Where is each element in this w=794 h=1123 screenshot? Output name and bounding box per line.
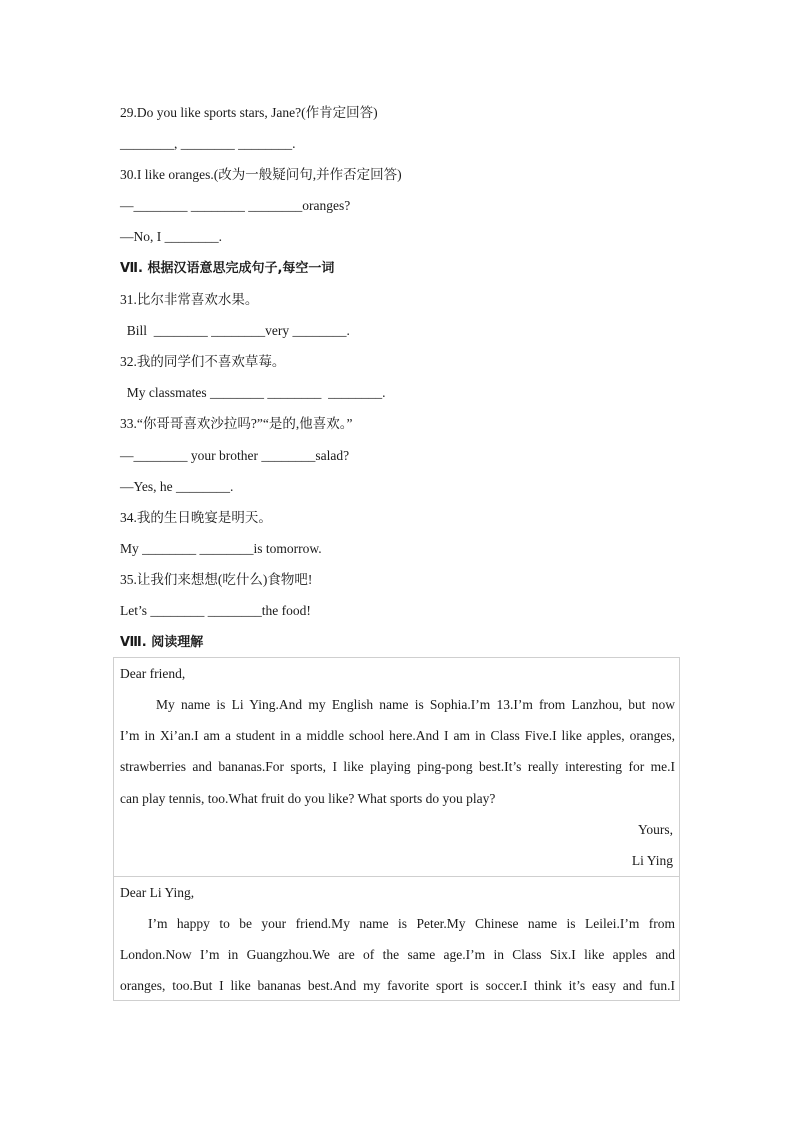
letter-1-line: can play tennis, too.What fruit do you like? What sports do you play? — [120, 791, 496, 806]
q32-answer-blanks: My classmates ________ ________ ________. — [120, 385, 386, 400]
q33-answer-question: —________ your brother ________salad? — [120, 448, 350, 463]
section-7-heading: Ⅶ. 根据汉语意思完成句子,每空一词 — [120, 261, 335, 276]
letter-1-closing: Yours, — [637, 822, 673, 837]
letter-1-line: I’m in Xi’an.I am a student in a middle school here.And I am in Class Five.I like apples, oranges, — [120, 728, 675, 743]
q33-text: 33.“你哥哥喜欢沙拉吗?”“是的,他喜欢。” — [120, 416, 353, 431]
letter-1-box — [113, 657, 680, 877]
letter-2-line: I’m happy to be your friend.My name is Peter.My Chinese name is Leilei.I’m from — [148, 916, 675, 931]
letter-2-box — [113, 876, 680, 1001]
letter-2-greeting: Dear Li Ying, — [120, 885, 195, 900]
q31-answer-blanks: Bill ________ ________very ________. — [120, 323, 350, 338]
q30-answer-question: —________ ________ ________oranges? — [120, 198, 351, 213]
letter-1-greeting: Dear friend, — [120, 666, 186, 681]
q33-answer-reply: —Yes, he ________. — [120, 479, 234, 494]
letter-2-line: London.Now I’m in Guangzhou.We are of the same age.I’m in Class Six.I like apples and — [120, 947, 675, 962]
q29-answer-blanks: ________, ________ ________. — [120, 136, 296, 151]
letter-1-line: My name is Li Ying.And my English name is Sophia.I’m 13.I’m from Lanzhou, but now — [156, 697, 675, 712]
q31-text: 31.比尔非常喜欢水果。 — [120, 292, 259, 307]
letter-2-line: oranges, too.But I like bananas best.And my favorite sport is soccer.I think it’s easy and fun.I — [120, 978, 675, 993]
q34-text: 34.我的生日晚宴是明天。 — [120, 510, 272, 525]
q34-answer-blanks: My ________ ________is tomorrow. — [120, 541, 322, 556]
section-8-heading: Ⅷ. 阅读理解 — [120, 635, 204, 650]
q30-text: 30.I like oranges.(改为一般疑问句,并作否定回答) — [120, 167, 402, 182]
q32-text: 32.我的同学们不喜欢草莓。 — [120, 354, 286, 369]
q30-answer-reply: —No, I ________. — [120, 229, 222, 244]
q29-text: 29.Do you like sports stars, Jane?(作肯定回答) — [120, 105, 378, 120]
letter-1-line: strawberries and bananas.For sports, I like playing ping-pong best.It’s really interesting for me.I — [120, 759, 675, 774]
q35-answer-blanks: Let’s ________ ________the food! — [120, 603, 311, 618]
letter-1-signature: Li Ying — [631, 853, 673, 868]
q35-text: 35.让我们来想想(吃什么)食物吧! — [120, 572, 313, 587]
